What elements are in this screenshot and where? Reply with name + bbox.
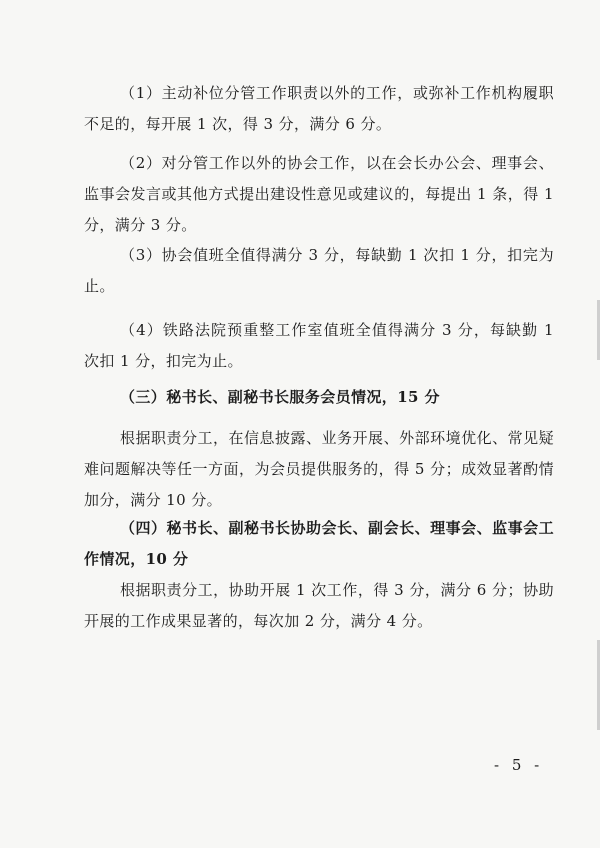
- section-three-body: 根据职责分工，在信息披露、业务开展、外部环境优化、常见疑难问题解决等任一方面，为会员提供服务的，得 5 分；成效显著酌情加分，满分 10 分。: [84, 429, 554, 509]
- clause-2-paragraph: （2）对分管工作以外的协会工作，以在会长办公会、理事会、监事会发言或其他方式提出建设性意见或建议的，每提出 1 条，得 1 分，满分 3 分。: [84, 154, 554, 234]
- clause-3-paragraph: （3）协会值班全值得满分 3 分，每缺勤 1 次扣 1 分，扣完为止。: [84, 246, 554, 295]
- clause-1-paragraph: （1）主动补位分管工作职责以外的工作，或弥补工作机构履职不足的，每开展 1 次，得 3 分，满分 6 分。: [84, 84, 554, 133]
- page-number: - 5 -: [494, 756, 544, 774]
- section-three-heading: （三）秘书长、副秘书长服务会员情况，15 分: [120, 388, 440, 406]
- clause-4-paragraph: （4）铁路法院预重整工作室值班全值得满分 3 分，每缺勤 1 次扣 1 分，扣完为止。: [84, 321, 554, 370]
- section-four-heading: （四）秘书长、副秘书长协助会长、副会长、理事会、监事会工作情况，10 分: [84, 519, 554, 568]
- section-four-body: 根据职责分工，协助开展 1 次工作，得 3 分，满分 6 分；协助开展的工作成果显著的，每次加 2 分，满分 4 分。: [84, 581, 554, 630]
